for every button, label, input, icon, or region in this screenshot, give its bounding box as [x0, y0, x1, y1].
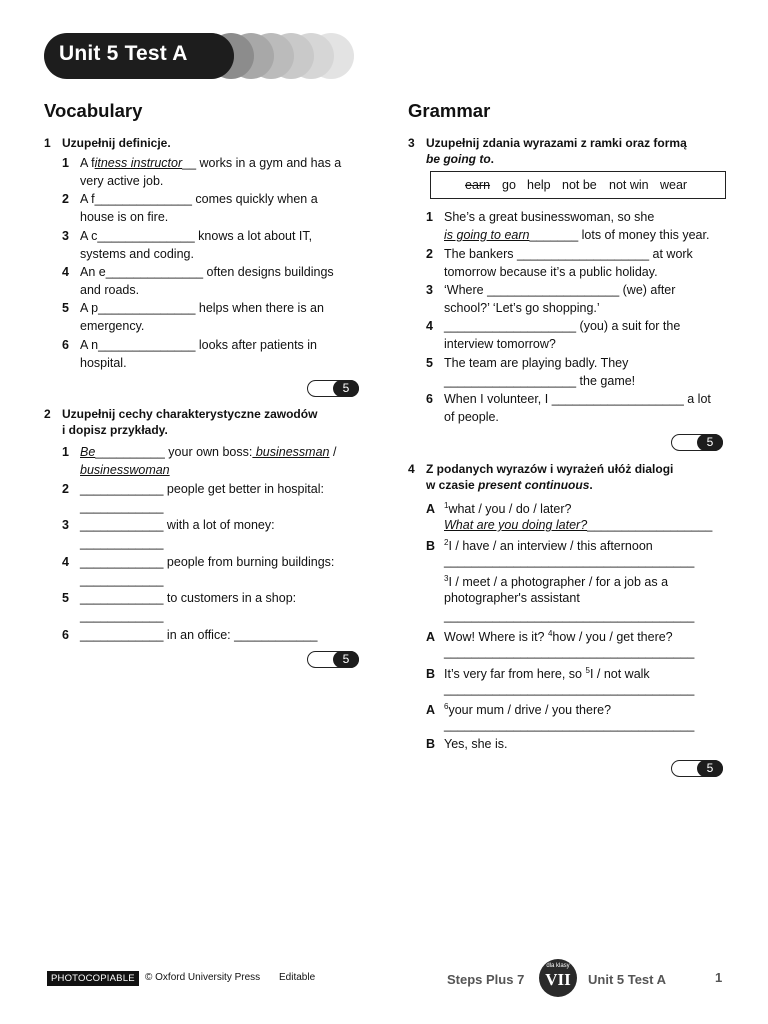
- ex3-item-5: [426, 354, 635, 390]
- page-title: Unit 5 Test A: [59, 42, 188, 65]
- item-text: __ works in a gym and has a: [182, 156, 342, 170]
- item-number: 1: [62, 445, 69, 459]
- dialogue-line: [426, 570, 668, 591]
- item-number: 2: [426, 247, 433, 261]
- word-box-item: wear: [660, 178, 688, 192]
- dialogue-line: [426, 643, 694, 661]
- ex2-item-5: [62, 589, 296, 625]
- score-max: 5: [697, 760, 723, 777]
- ex2-item-3: [62, 516, 275, 552]
- ex1-instruction: [44, 135, 171, 151]
- item-text: tomorrow because it’s a public holiday.: [444, 265, 658, 279]
- ex2-item-1: [62, 443, 336, 479]
- word-box-item: earn: [465, 178, 491, 192]
- dialogue-line: [426, 552, 694, 570]
- ex3-instruction: [408, 135, 687, 167]
- ex4-instruction: [408, 461, 673, 493]
- speaker-label: B: [426, 539, 436, 554]
- ex2-item-2: [62, 480, 324, 516]
- answer-blank[interactable]: ____________: [80, 482, 164, 496]
- item-text: systems and coding.: [80, 247, 194, 261]
- ex3-instruction-text: .: [490, 152, 494, 166]
- ex2-instruction: [44, 406, 317, 438]
- series-name: Steps Plus 7: [447, 972, 525, 987]
- item-text: An e______________ often designs buildings: [80, 265, 334, 279]
- ex1-score-box: [307, 380, 359, 397]
- ex3-number: 3: [408, 136, 415, 150]
- title-banner: [44, 33, 354, 79]
- page-number: 1: [715, 970, 723, 985]
- answer-blank[interactable]: ____________________________________: [444, 645, 695, 659]
- score-max: 5: [333, 651, 359, 668]
- ex3-item-6: [426, 390, 711, 426]
- speaker-label: A: [426, 502, 436, 517]
- answer-blank[interactable]: ____________: [80, 573, 164, 587]
- item-number: 4: [62, 265, 69, 279]
- dialogue-line: [426, 497, 571, 518]
- example-answer: is going to earn: [444, 228, 530, 242]
- answer-blank[interactable]: ____________: [80, 628, 164, 642]
- item-text: hospital.: [80, 356, 127, 370]
- ex4-instruction-text: w czasie: [426, 478, 479, 492]
- ex3-score-box: [671, 434, 723, 451]
- speaker-label: B: [426, 667, 436, 682]
- level-badge: [539, 959, 577, 997]
- item-number: 5: [62, 591, 69, 605]
- item-text: A f______________ comes quickly when a: [80, 192, 318, 206]
- ex1-item-1: [62, 154, 341, 190]
- ex1-item-4: [62, 263, 334, 299]
- item-number: 6: [62, 628, 69, 642]
- dialogue-line: [426, 589, 580, 607]
- item-text: A p______________ helps when there is an: [80, 301, 324, 315]
- ex1-item-2: [62, 190, 318, 226]
- editable-label: Editable: [279, 972, 316, 983]
- item-text: ___________________ (you) a suit for the: [444, 319, 681, 333]
- prompt-text: I / meet / a photographer / for a job as a: [448, 575, 669, 590]
- item-text: ‘Where ___________________ (we) after: [444, 283, 676, 297]
- item-text: to customers in a shop:: [163, 591, 297, 605]
- word-box-item: not be: [562, 178, 597, 192]
- answer-blank[interactable]: ____________________________________: [444, 609, 695, 623]
- item-text: house is on fire.: [80, 210, 169, 224]
- ex1-item-6: [62, 336, 317, 372]
- item-text: A f: [80, 156, 95, 170]
- prompt-text: Yes, she is.: [444, 737, 508, 751]
- word-box-item: go: [502, 178, 516, 192]
- speaker-label: A: [426, 630, 436, 645]
- answer-blank[interactable]: ____________: [80, 500, 164, 514]
- dialogue-line: [426, 516, 712, 534]
- item-text: When I volunteer, I ___________________ a lot: [444, 392, 711, 406]
- ex4-number: 4: [408, 462, 415, 476]
- answer-blank[interactable]: __________________: [587, 518, 713, 532]
- speaker-label: B: [426, 737, 436, 751]
- item-number: 3: [62, 518, 69, 532]
- speaker-label: A: [426, 703, 436, 718]
- vocabulary-heading: Vocabulary: [44, 100, 143, 121]
- ex2-instruction-text: Uzupełnij cechy charakterystyczne zawodów: [62, 407, 318, 421]
- ex4-instruction-text: .: [589, 478, 593, 492]
- score-max: 5: [697, 434, 723, 451]
- answer-blank[interactable]: ____________________________________: [444, 554, 695, 568]
- gap-number: 6: [444, 702, 449, 711]
- ex2-number: 2: [44, 407, 51, 421]
- item-text: She’s a great businesswoman, so she: [444, 210, 655, 224]
- item-text: people from burning buildings:: [163, 555, 335, 569]
- answer-blank[interactable]: ____________: [80, 555, 164, 569]
- item-text: and roads.: [80, 283, 140, 297]
- item-number: 4: [62, 555, 69, 569]
- ex4-score-box: [671, 760, 723, 777]
- gap-number: 1: [444, 501, 449, 510]
- item-text: school?’ ‘Let’s go shopping.’: [444, 301, 600, 315]
- item-text: A n______________ looks after patients in: [80, 338, 317, 352]
- item-number: 1: [426, 210, 433, 224]
- item-text: emergency.: [80, 319, 145, 333]
- gap-number: 3: [444, 574, 449, 583]
- item-number: 6: [426, 392, 433, 406]
- answer-blank[interactable]: ____________: [80, 518, 164, 532]
- item-number: 1: [62, 156, 69, 170]
- badge-numeral: VII: [545, 970, 571, 989]
- ex3-instruction-text: be going to: [426, 152, 491, 166]
- item-text: with a lot of money:: [163, 518, 275, 532]
- item-number: 6: [62, 338, 69, 352]
- gap-number: 2: [444, 538, 449, 547]
- item-text: A c______________ knows a lot about IT,: [80, 229, 313, 243]
- item-number: 5: [62, 301, 69, 315]
- score-max: 5: [333, 380, 359, 397]
- example-answer: businessman: [252, 445, 330, 459]
- dialogue-line: [426, 716, 694, 734]
- ex2-item-4: [62, 553, 334, 589]
- item-text: __________ your own boss:: [95, 445, 253, 459]
- badge-caption: dla klasy: [546, 963, 570, 969]
- ex2-instruction-text: i dopisz przykłady.: [62, 423, 168, 437]
- example-answer: businesswoman: [80, 463, 170, 477]
- ex1-number: 1: [44, 136, 51, 150]
- ex3-item-3: [426, 281, 675, 317]
- item-text: interview tomorrow?: [444, 337, 556, 351]
- item-number: 2: [62, 192, 69, 206]
- answer-blank[interactable]: ____________________________________: [444, 718, 695, 732]
- item-number: 4: [426, 319, 433, 333]
- ex4-instruction-text: present continuous: [478, 478, 590, 492]
- example-answer: Be: [80, 445, 96, 459]
- ex3-item-2: [426, 245, 693, 281]
- item-text: /: [329, 445, 337, 459]
- prompt-text: Wow! Where is it?: [444, 630, 548, 645]
- item-number: 2: [62, 482, 69, 496]
- gap-number: 5: [585, 666, 590, 675]
- prompt-text: photographer's assistant: [444, 591, 580, 605]
- word-box: [430, 171, 726, 199]
- word-box-item: help: [527, 178, 551, 192]
- copyright-text: © Oxford University Press: [145, 972, 261, 983]
- item-text: ___________________ the game!: [444, 374, 636, 388]
- prompt-text: I / have / an interview / this afternoon: [448, 539, 653, 554]
- answer-blank[interactable]: ____________: [80, 536, 164, 550]
- ex1-instruction-text: Uzupełnij definicje.: [62, 136, 171, 150]
- answer-blank[interactable]: ____________________________________: [444, 682, 695, 696]
- ex1-item-5: [62, 299, 324, 335]
- dialogue-line: [426, 735, 507, 753]
- item-number: 3: [426, 283, 433, 297]
- ex3-instruction-text: Uzupełnij zdania wyrazami z ramki oraz formą: [426, 136, 687, 150]
- item-number: 5: [426, 356, 433, 370]
- ex4-instruction-text: Z podanych wyrazów i wyrażeń ułóż dialogi: [426, 462, 674, 476]
- photocopiable-label: PHOTOCOPIABLE: [47, 971, 139, 986]
- dialogue-line: [426, 680, 694, 698]
- item-text: _______ lots of money this year.: [529, 228, 710, 242]
- ex2-item-6: [62, 626, 318, 644]
- item-text: The team are playing badly. They: [444, 356, 629, 370]
- grammar-heading: Grammar: [408, 100, 491, 121]
- prompt-text: how / you / get there?: [552, 630, 673, 645]
- footer-unit: Unit 5 Test A: [588, 972, 667, 987]
- gap-number: 4: [547, 629, 553, 638]
- item-text: in an office: ____________: [163, 628, 318, 642]
- item-text: people get better in hospital:: [163, 482, 324, 496]
- ex2-score-box: [307, 651, 359, 668]
- prompt-text: I / not walk: [589, 667, 650, 682]
- ex3-item-1: [426, 208, 709, 244]
- prompt-text: It’s very far from here, so: [444, 667, 586, 682]
- ex1-item-3: [62, 227, 312, 263]
- item-text: of people.: [444, 410, 499, 424]
- word-box-item: not win: [609, 178, 649, 192]
- item-text: very active job.: [80, 174, 164, 188]
- example-answer: itness instructor: [94, 156, 183, 170]
- item-text: The bankers ___________________ at work: [444, 247, 693, 261]
- prompt-text: your mum / drive / you there?: [448, 703, 612, 718]
- dialogue-line: [426, 607, 694, 625]
- answer-blank[interactable]: ____________: [80, 591, 164, 605]
- prompt-text: what / you / do / later?: [448, 502, 572, 517]
- answer-blank[interactable]: ____________: [80, 609, 164, 623]
- item-number: 3: [62, 229, 69, 243]
- ex3-item-4: [426, 317, 680, 353]
- example-answer: What are you doing later?: [444, 518, 588, 532]
